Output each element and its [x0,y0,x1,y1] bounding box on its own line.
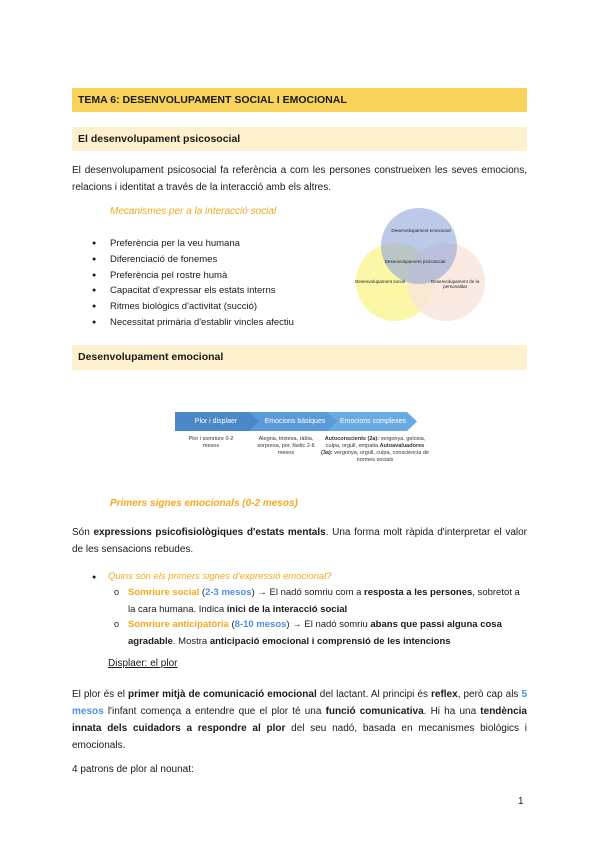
list-item: ● Necessitat primària d'establir vincles afectiu [92,315,294,331]
step-desc-complexes: Autoconscients (2a): vergonya, gelosia, culpa, orgull, empatia Autoavaluadores (3a): vergonya, orgull, culpa, consciència de normes socials [321,436,429,463]
page-number: 1 [518,796,524,807]
venn-label-left: Desenvolupament social [354,279,406,284]
step-desc-plor: Plor i somriure 0-2 mesos [188,436,234,449]
list-item: ● Diferenciació de fonemes [92,252,294,268]
question-bullet: ● Quins són els primers signes d'expressió emocional? [92,571,332,582]
somriure-anticipatoria-item: o Somriure anticipatòria (8-10 mesos) → El nadó somriu abans que passi alguna cosa agradable. Mostra anticipació emocional i comprensió de les intencions [114,619,502,647]
displaer-paragraph: El plor és el primer mitjà de comunicació emocional del lactant. Al principi és reflex, però cap als 5 mesos l'infant comença a entendre que el plor té una funció comunicativa. Hi ha una tendència innata dels cuidadors a respondre al plor del seu nadó, basada en mecanismes biològics i emocionals. [72,689,527,751]
venn-label-right: Desenvolupament de la personalitat [430,279,480,290]
venn-label-center: Desenvolupament psicosocial [384,259,446,264]
psicosocial-heading: El desenvolupament psicosocial [72,127,527,151]
intro-paragraph: El desenvolupament psicosocial fa referència a com les persones construeixen les seves emocions, relacions i identitat a través de la interacció amb els altres. [72,165,527,193]
list-item: ● Capacitat d'expressar els estats interns [92,283,294,299]
patrons-line: 4 patrons de plor al nounat: [72,764,194,775]
emocional-heading: Desenvolupament emocional [72,345,527,370]
list-item: ● Ritmes biològics d'activitat (succió) [92,299,294,315]
displaer-title: Displaer: el plor [108,658,178,669]
somriure-social-item: o Somriure social (2-3 mesos) → El nadó somriu com a resposta a les persones, sobretot a la cara humana. Indica inici de la interacció social [114,587,520,615]
venn-diagram [345,205,490,325]
list-item: ● Preferència pel rostre humà [92,268,294,284]
step-label-basiques: Emocions bàsiques [264,417,326,425]
step-label-plor: Plor i displaer [194,417,238,425]
step-desc-basiques: Alegria, tristesa, ràbia, sorpresa, por, fàstic 2-6 mesos [257,436,315,456]
tema-heading: TEMA 6: DESENVOLUPAMENT SOCIAL I EMOCIONAL [72,88,527,112]
primers-title: Primers signes emocionals (0-2 mesos) [110,498,298,509]
primers-paragraph: Són expressions psicofisiològiques d'estats mentals. Una forma molt ràpida d'interpretar el valor de les sensacions rebudes. [72,527,528,555]
list-item: ● Preferència per la veu humana [92,236,294,252]
venn-label-top: Desenvolupament emocional [391,228,451,233]
mecanismes-title: Mecanismes per a la interacció social [110,206,277,217]
mecanismes-list [92,236,294,331]
venn-circle-emocional [381,208,457,284]
step-label-complexes: Emocions complexes [339,417,407,425]
